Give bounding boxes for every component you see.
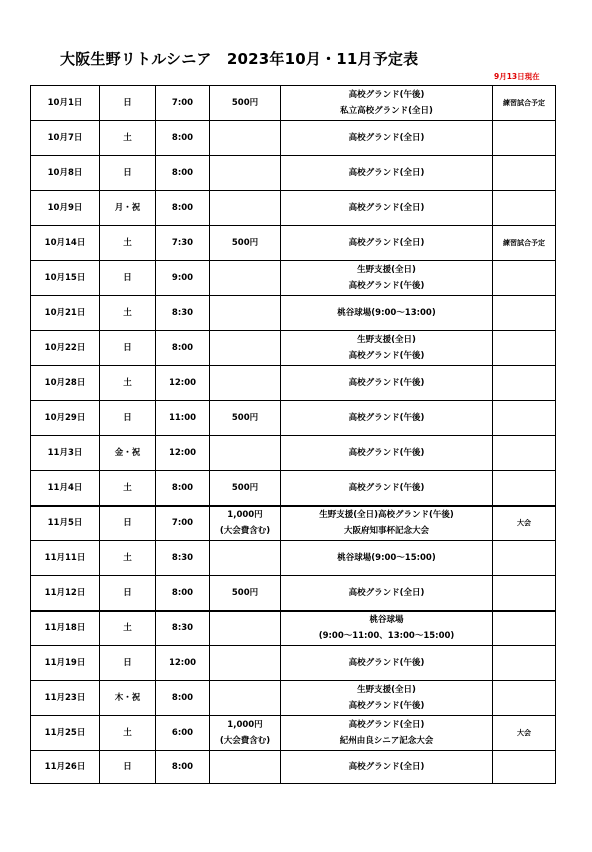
note-cell xyxy=(493,121,556,156)
date-cell: 10月14日 xyxy=(31,226,100,261)
table-row xyxy=(31,86,556,121)
place-cell-line: 高校グランド(午後) xyxy=(348,351,425,361)
place-cell-line: 大阪府知事杯記念大会 xyxy=(343,526,429,537)
day-cell: 土 xyxy=(100,471,156,506)
fee-cell-line: 1,000円 xyxy=(227,510,263,521)
table-row xyxy=(31,401,556,436)
date-cell: 10月1日 xyxy=(31,86,100,121)
time-cell: 6:00 xyxy=(156,716,210,751)
note-cell xyxy=(493,436,556,471)
note-cell xyxy=(493,751,556,784)
date-cell: 10月22日 xyxy=(31,331,100,366)
note-cell xyxy=(493,541,556,576)
time-cell: 8:30 xyxy=(156,611,210,646)
place-cell-line: 高校グランド(全日) xyxy=(348,168,425,178)
fee-cell xyxy=(210,226,281,261)
fee-cell xyxy=(210,331,281,366)
time-cell: 7:00 xyxy=(156,506,210,541)
table-row xyxy=(31,506,556,541)
date-cell: 11月19日 xyxy=(31,646,100,681)
place-cell-line: 高校グランド(全日) xyxy=(348,587,425,598)
day-cell: 土 xyxy=(100,541,156,576)
note-cell xyxy=(493,331,556,366)
time-cell: 7:00 xyxy=(156,86,210,121)
fee-cell xyxy=(210,401,281,436)
table-row xyxy=(31,436,556,471)
date-cell: 11月26日 xyxy=(31,751,100,784)
table-row xyxy=(31,296,556,331)
day-cell: 土 xyxy=(100,296,156,331)
place-cell xyxy=(281,366,493,401)
place-cell-line: 生野支援(全日)高校グランド(午後) xyxy=(319,510,454,521)
place-cell xyxy=(281,576,493,611)
place-cell-line: 高校グランド(全日) xyxy=(348,203,425,213)
time-cell: 12:00 xyxy=(156,366,210,401)
fee-cell xyxy=(210,751,281,784)
date-cell: 10月15日 xyxy=(31,261,100,296)
day-cell: 日 xyxy=(100,646,156,681)
place-cell xyxy=(281,156,493,191)
date-cell: 10月7日 xyxy=(31,121,100,156)
place-cell-line: 高校グランド(午後) xyxy=(348,658,425,668)
table-row xyxy=(31,751,556,784)
fee-cell xyxy=(210,296,281,331)
date-cell: 11月12日 xyxy=(31,576,100,611)
place-cell xyxy=(281,331,493,366)
fee-cell xyxy=(210,506,281,541)
fee-cell xyxy=(210,86,281,121)
table-row xyxy=(31,646,556,681)
note-cell xyxy=(493,611,556,646)
place-cell-line: 高校グランド(午後) xyxy=(348,448,425,458)
fee-cell-line: 500円 xyxy=(231,482,259,493)
time-cell: 12:00 xyxy=(156,436,210,471)
schedule-body xyxy=(31,86,556,784)
date-cell: 10月29日 xyxy=(31,401,100,436)
place-cell xyxy=(281,436,493,471)
note-cell xyxy=(493,401,556,436)
table-row xyxy=(31,191,556,226)
note-cell xyxy=(493,681,556,716)
fee-cell-line: 500円 xyxy=(231,587,259,598)
fee-cell-line: 500円 xyxy=(231,413,259,423)
time-cell: 8:30 xyxy=(156,541,210,576)
fee-cell-line: 500円 xyxy=(231,98,259,108)
date-cell: 10月28日 xyxy=(31,366,100,401)
day-cell: 金・祝 xyxy=(100,436,156,471)
date-cell: 11月23日 xyxy=(31,681,100,716)
fee-cell xyxy=(210,541,281,576)
place-cell-line: 桃谷球場(9:00～15:00) xyxy=(337,553,436,563)
place-cell xyxy=(281,401,493,436)
date-cell: 11月18日 xyxy=(31,611,100,646)
time-cell: 8:00 xyxy=(156,681,210,716)
table-row xyxy=(31,121,556,156)
table-row xyxy=(31,331,556,366)
date-cell: 11月5日 xyxy=(31,506,100,541)
fee-cell xyxy=(210,681,281,716)
time-cell: 8:00 xyxy=(156,471,210,506)
note-cell xyxy=(493,261,556,296)
table-row xyxy=(31,681,556,716)
place-cell-line: 高校グランド(全日) xyxy=(348,133,425,143)
date-cell: 11月3日 xyxy=(31,436,100,471)
note-cell xyxy=(493,471,556,506)
note-cell xyxy=(493,296,556,331)
day-cell: 土 xyxy=(100,716,156,751)
day-cell: 日 xyxy=(100,156,156,191)
table-row xyxy=(31,471,556,506)
place-cell xyxy=(281,506,493,541)
place-cell-line: 高校グランド(午後) xyxy=(348,378,425,388)
fee-cell xyxy=(210,121,281,156)
fee-cell xyxy=(210,646,281,681)
fee-cell xyxy=(210,436,281,471)
place-cell xyxy=(281,471,493,506)
schedule-table xyxy=(30,85,556,784)
as-of-date: 9月13日現在 xyxy=(494,72,540,81)
place-cell-line: (9:00～11:00、13:00～15:00) xyxy=(318,631,455,642)
note-cell xyxy=(493,366,556,401)
time-cell: 8:00 xyxy=(156,331,210,366)
place-cell-line: 私立高校グランド(全日) xyxy=(340,106,433,116)
place-cell-line: 高校グランド(全日) xyxy=(348,720,425,730)
day-cell: 日 xyxy=(100,261,156,296)
date-cell: 10月9日 xyxy=(31,191,100,226)
note-cell xyxy=(493,156,556,191)
place-cell-line: 紀州由良シニア記念大会 xyxy=(339,736,434,746)
place-cell xyxy=(281,86,493,121)
place-cell-line: 桃谷球場(9:00～13:00) xyxy=(337,308,436,318)
note-cell xyxy=(493,576,556,611)
day-cell: 日 xyxy=(100,86,156,121)
fee-cell xyxy=(210,366,281,401)
table-row xyxy=(31,156,556,191)
day-cell: 日 xyxy=(100,751,156,784)
note-cell: 練習試合予定 xyxy=(493,226,556,261)
fee-cell xyxy=(210,611,281,646)
table-row xyxy=(31,366,556,401)
place-cell-line: 高校グランド(午後) xyxy=(348,413,425,423)
fee-cell xyxy=(210,471,281,506)
place-cell xyxy=(281,296,493,331)
place-cell xyxy=(281,121,493,156)
place-cell-line: 高校グランド(全日) xyxy=(348,762,425,772)
place-cell-line: 生野支援(全日) xyxy=(357,335,416,345)
date-cell: 11月11日 xyxy=(31,541,100,576)
day-cell: 月・祝 xyxy=(100,191,156,226)
date-cell: 11月25日 xyxy=(31,716,100,751)
place-cell-line: 高校グランド(午後) xyxy=(348,701,425,711)
day-cell: 土 xyxy=(100,121,156,156)
fee-cell xyxy=(210,576,281,611)
date-cell: 11月4日 xyxy=(31,471,100,506)
fee-cell xyxy=(210,716,281,751)
fee-cell-line: (大会費含む) xyxy=(219,526,271,537)
table-row xyxy=(31,541,556,576)
time-cell: 8:00 xyxy=(156,121,210,156)
place-cell-line: 高校グランド(午後) xyxy=(348,482,425,493)
time-cell: 12:00 xyxy=(156,646,210,681)
time-cell: 8:00 xyxy=(156,751,210,784)
note-cell xyxy=(493,646,556,681)
time-cell: 8:00 xyxy=(156,156,210,191)
day-cell: 日 xyxy=(100,506,156,541)
place-cell xyxy=(281,646,493,681)
place-cell-line: 生野支援(全日) xyxy=(357,265,416,275)
place-cell-line: 桃谷球場 xyxy=(369,615,404,626)
note-cell: 大会 xyxy=(493,506,556,541)
time-cell: 11:00 xyxy=(156,401,210,436)
fee-cell xyxy=(210,156,281,191)
time-cell: 8:30 xyxy=(156,296,210,331)
day-cell: 日 xyxy=(100,331,156,366)
table-row xyxy=(31,611,556,646)
place-cell-line: 生野支援(全日) xyxy=(357,685,416,695)
place-cell xyxy=(281,191,493,226)
place-cell xyxy=(281,611,493,646)
fee-cell-line: 1,000円 xyxy=(227,720,263,730)
day-cell: 土 xyxy=(100,366,156,401)
note-cell: 練習試合予定 xyxy=(493,86,556,121)
fee-cell xyxy=(210,261,281,296)
time-cell: 7:30 xyxy=(156,226,210,261)
note-cell xyxy=(493,191,556,226)
table-row xyxy=(31,716,556,751)
table-row xyxy=(31,226,556,261)
place-cell-line: 高校グランド(午後) xyxy=(348,90,425,100)
place-cell xyxy=(281,541,493,576)
day-cell: 土 xyxy=(100,611,156,646)
time-cell: 8:00 xyxy=(156,576,210,611)
place-cell-line: 高校グランド(全日) xyxy=(348,238,425,248)
day-cell: 日 xyxy=(100,576,156,611)
time-cell: 8:00 xyxy=(156,191,210,226)
place-cell xyxy=(281,261,493,296)
fee-cell xyxy=(210,191,281,226)
place-cell-line: 高校グランド(午後) xyxy=(348,281,425,291)
table-row xyxy=(31,261,556,296)
page-title: 大阪生野リトルシニア 2023年10月・11月予定表 xyxy=(60,50,419,68)
place-cell xyxy=(281,751,493,784)
date-cell: 10月21日 xyxy=(31,296,100,331)
place-cell xyxy=(281,226,493,261)
fee-cell-line: 500円 xyxy=(231,238,259,248)
day-cell: 木・祝 xyxy=(100,681,156,716)
place-cell xyxy=(281,681,493,716)
table-row xyxy=(31,576,556,611)
fee-cell-line: (大会費含む) xyxy=(219,736,271,746)
note-cell: 大会 xyxy=(493,716,556,751)
time-cell: 9:00 xyxy=(156,261,210,296)
place-cell xyxy=(281,716,493,751)
day-cell: 日 xyxy=(100,401,156,436)
day-cell: 土 xyxy=(100,226,156,261)
date-cell: 10月8日 xyxy=(31,156,100,191)
